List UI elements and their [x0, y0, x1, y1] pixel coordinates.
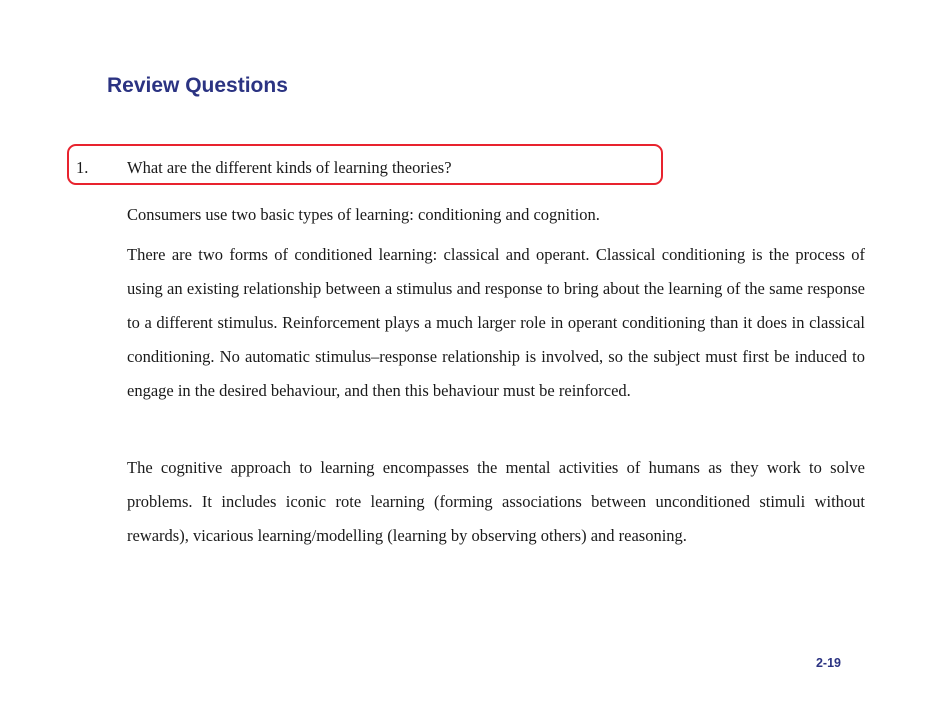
page-number: 2-19 — [815, 656, 841, 670]
slide-title: Review Questions — [107, 74, 288, 97]
answer-paragraph-1: Consumers use two basic types of learning: conditioning and cognition. — [127, 205, 600, 224]
question-highlight-box — [67, 144, 663, 185]
answer-paragraph-2: There are two forms of conditioned learning: classical and operant. Classical conditioning is the process of using an existing relationship between a stimulus and response to bring about the learning of the same response to a different stimulus. Reinforcement plays a much larger role in operant conditioning than it does in classical conditioning. No automatic stimulus–response relationship is involved, so the subject must first be induced to engage in the desired behaviour, and then this behaviour must be reinforced. — [127, 245, 865, 400]
question-text: What are the different kinds of learning theories? — [127, 158, 452, 177]
question-number: 1. — [76, 158, 89, 177]
answer-paragraph-3: The cognitive approach to learning encompasses the mental activities of humans as they work to solve problems. It includes iconic rote learning (forming associations between unconditioned stimuli without rewards), vicarious learning/modelling (learning by observing others) and reasoning. — [127, 458, 865, 545]
